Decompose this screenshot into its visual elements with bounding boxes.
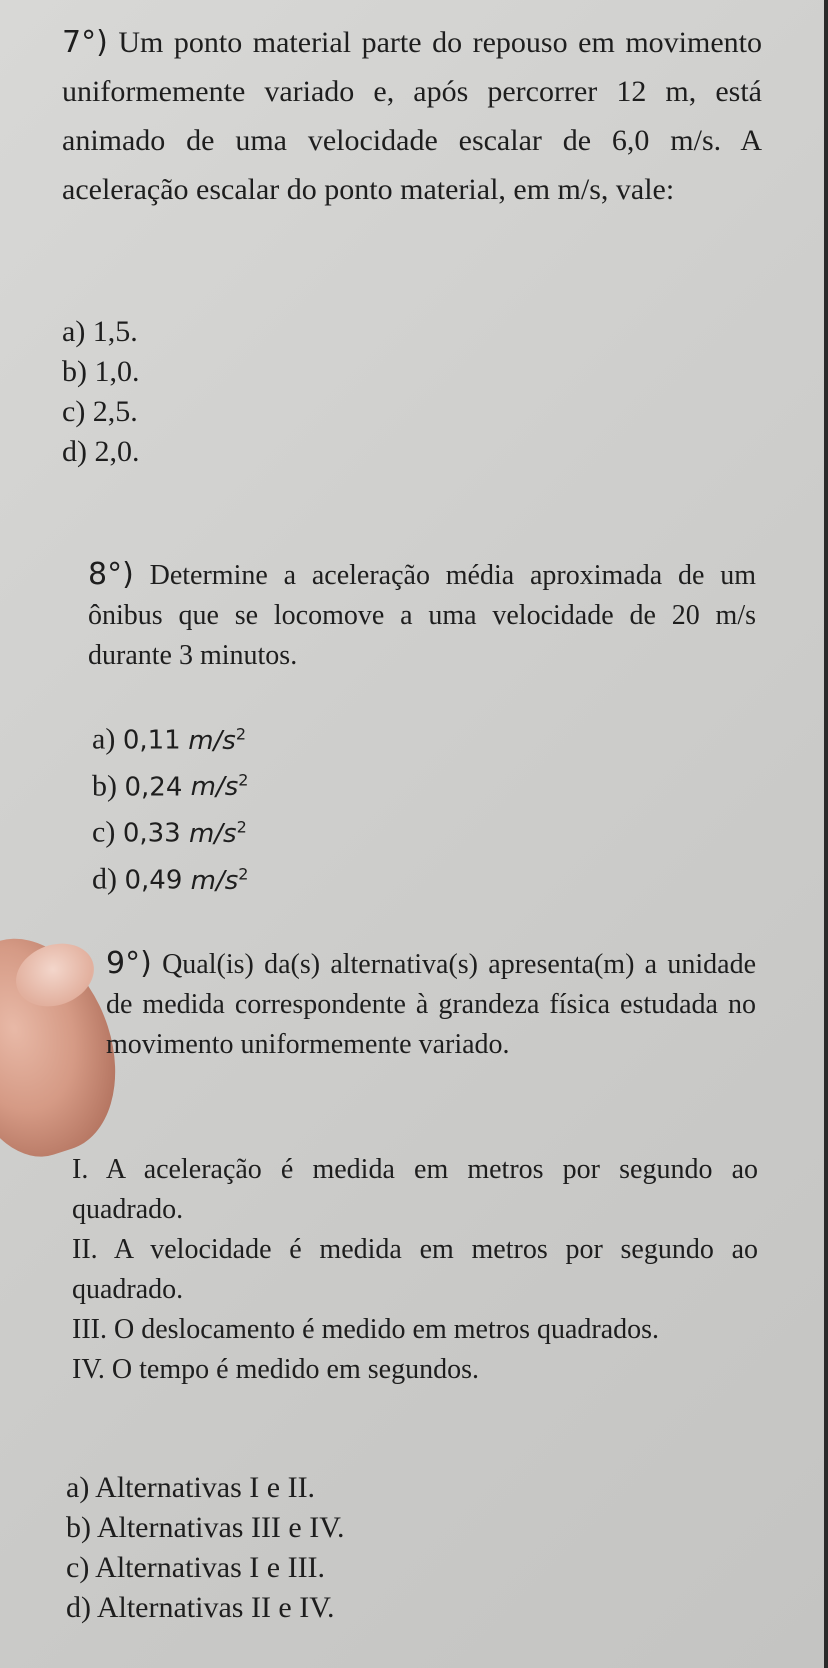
question-9 — [106, 944, 756, 1065]
statement-4: IV. O tempo é medido em segundos. — [72, 1354, 479, 1385]
option-letter: b) — [92, 769, 117, 803]
question-8-text — [88, 555, 756, 676]
question-8-option-d — [92, 854, 792, 901]
question-8 — [88, 555, 756, 676]
question-9-body: Qual(is) da(s) alternativa(s) apresenta(m) a unidade de medida correspondente à grandeza física estudada no movimento uniformemente variado. — [106, 949, 757, 1060]
option-letter: c) — [92, 815, 116, 849]
option-letter: a) — [92, 722, 116, 756]
question-9-option-d: d) Alternativas II e IV. — [66, 1591, 335, 1624]
question-7-option-a: a) 1,5. — [62, 315, 138, 348]
statement-2: II. A velocidade é medida em metros por segundo ao quadrado. — [72, 1234, 758, 1305]
option-letter: d) — [92, 862, 117, 896]
question-9-number: 9°) — [106, 946, 152, 981]
question-7-option-d: d) 2,0. — [62, 435, 140, 468]
option-exponent: 2 — [238, 770, 249, 790]
question-8-option-b — [92, 761, 792, 808]
option-exponent: 2 — [235, 724, 247, 743]
option-value: 0,49 — [124, 865, 183, 896]
question-8-option-c — [92, 807, 792, 854]
question-9-statements — [72, 1150, 758, 1390]
question-7-body: Um ponto material parte do repouso em movimento uniformemente variado e, após percorrer 12 m, está animado de uma velocidade escalar de 6,0 m/s. A aceleração escalar do ponto material, em m/s, vale: — [62, 26, 762, 206]
question-9-options — [66, 1468, 766, 1628]
option-value: 0,24 — [124, 772, 183, 803]
question-7-options — [62, 312, 762, 472]
option-value: 0,11 — [122, 725, 181, 756]
option-exponent: 2 — [236, 817, 247, 837]
question-9-option-b: b) Alternativas III e IV. — [66, 1511, 345, 1544]
question-8-options — [92, 714, 792, 901]
question-9-option-a: a) Alternativas I e II. — [66, 1471, 316, 1504]
question-9-option-c: c) Alternativas I e III. — [66, 1551, 326, 1584]
question-8-number: 8°) — [88, 557, 134, 592]
question-8-option-a — [92, 714, 792, 761]
question-7 — [62, 18, 762, 214]
statement-3: III. O deslocamento é medido em metros quadrados. — [72, 1314, 660, 1345]
option-unit: m/s — [190, 772, 239, 803]
paper-edge — [824, 0, 828, 1668]
option-value: 0,33 — [122, 818, 181, 849]
question-7-text — [62, 18, 762, 214]
question-7-option-b: b) 1,0. — [62, 355, 140, 388]
question-7-number: 7°) — [62, 25, 108, 60]
option-unit: m/s — [190, 865, 239, 896]
option-unit: m/s — [188, 725, 236, 756]
option-unit: m/s — [188, 818, 237, 849]
question-9-text — [106, 944, 756, 1065]
option-exponent: 2 — [238, 863, 249, 883]
statement-1: I. A aceleração é medida em metros por segundo ao quadrado. — [72, 1154, 758, 1225]
question-8-body: Determine a aceleração média aproximada de um ônibus que se locomove a uma velocidade de 20 m/s durante 3 minutos. — [88, 560, 757, 671]
question-7-option-c: c) 2,5. — [62, 395, 138, 428]
